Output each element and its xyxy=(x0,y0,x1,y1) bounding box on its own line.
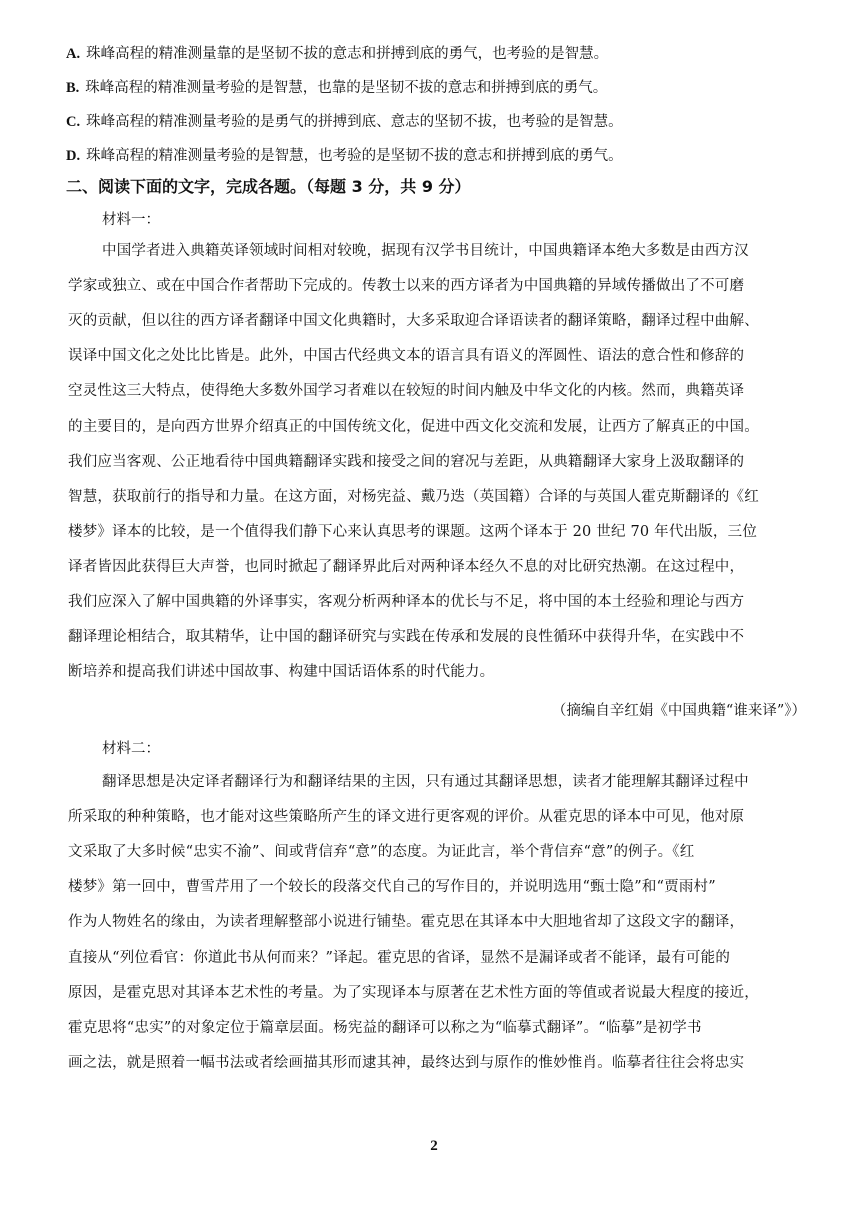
text-line: 智慧，获取前行的指导和力量。在这方面，对杨宪益、戴乃迭（英国籍）合译的与英国人霍克斯翻译的《红 xyxy=(68,488,759,505)
text-line: 所采取的种种策略，也才能对这些策略所产生的译文进行更客观的评价。从霍克思的译本中可见，他对原 xyxy=(68,809,745,826)
option-letter: D. xyxy=(66,148,81,164)
option-letter: A. xyxy=(66,46,81,62)
text-line: 的主要目的，是向西方世界介绍真正的中国传统文化，促进中西文化交流和发展，让西方了解真正的中国。 xyxy=(68,418,759,435)
option-text: 珠峰高程的精准测量靠的是坚韧不拔的意志和拼搏到底的勇气，也考验的是智慧。 xyxy=(86,46,609,62)
text-line: 作为人物姓名的缘由，为读者理解整部小说进行铺垫。霍克思在其译本中大胆地省却了这段文字的翻译， xyxy=(68,914,745,931)
material-2-label: 材料二： xyxy=(102,741,160,757)
text-line: 译者皆因此获得巨大声誉，也同时掀起了翻译界此后对两种译本经久不息的对比研究热潮。在这过程中， xyxy=(68,558,745,575)
text-line: 灭的贡献，但以往的西方译者翻译中国文化典籍时，大多采取迎合译语读者的翻译策略，翻译过程中曲解、 xyxy=(68,313,759,330)
text-line: 我们应当客观、公正地看待中国典籍翻译实践和接受之间的窘况与差距，从典籍翻译大家身上汲取翻译的 xyxy=(68,453,745,470)
text-line: 误译中国文化之处比比皆是。此外，中国古代经典文本的语言具有语义的浑圆性、语法的意合性和修辞的 xyxy=(68,348,745,365)
text-line: 翻译理论相结合，取其精华，让中国的翻译研究与实践在传承和发展的良性循环中获得升华，在实践中不 xyxy=(68,629,745,646)
option-d xyxy=(66,146,623,166)
text-line: 楼梦》译本的比较，是一个值得我们静下心来认真思考的课题。这两个译本于 20 世纪 70 年代出版，三位 xyxy=(68,523,758,540)
option-text: 珠峰高程的精准测量考验的是勇气的拼搏到底、意志的坚韧不拔，也考验的是智慧。 xyxy=(86,114,623,130)
text-line: 文采取了大多时候“忠实不渝”、间或背信弃“意”的态度。为证此言，举个背信弃“意”的例子。《红 xyxy=(68,844,695,861)
option-letter: B. xyxy=(66,80,80,96)
material-1-label: 材料一： xyxy=(102,212,160,228)
text-line: 中国学者进入典籍英译领域时间相对较晚，据现有汉学书目统计，中国典籍译本绝大多数是由西方汉 xyxy=(102,243,749,259)
material-1-source: （摘编自辛红娟《中国典籍“谁来译”》） xyxy=(551,703,806,719)
option-text: 珠峰高程的精准测量考验的是智慧，也靠的是坚韧不拔的意志和拼搏到底的勇气。 xyxy=(85,80,608,96)
page-number: 2 xyxy=(430,1138,438,1154)
section-heading: 二、阅读下面的文字，完成各题。（每题 3 分，共 9 分） xyxy=(66,177,471,196)
option-b xyxy=(66,78,607,98)
text-line: 原因，是霍克思对其译本艺术性的考量。为了实现译本与原著在艺术性方面的等值或者说最大程度的接近， xyxy=(68,984,759,1001)
option-c xyxy=(66,112,623,132)
text-line: 翻译思想是决定译者翻译行为和翻译结果的主因，只有通过其翻译思想，读者才能理解其翻译过程中 xyxy=(102,774,749,790)
option-text: 珠峰高程的精准测量考验的是智慧，也考验的是坚韧不拔的意志和拼搏到底的勇气。 xyxy=(86,148,623,164)
option-a xyxy=(66,44,608,64)
text-line: 断培养和提高我们讲述中国故事、构建中国话语体系的时代能力。 xyxy=(68,664,495,681)
text-line: 空灵性这三大特点，使得绝大多数外国学习者难以在较短的时间内触及中华文化的内核。然而，典籍英译 xyxy=(68,383,745,400)
text-line: 直接从“列位看官：你道此书从何而来？”译起。霍克思的省译，显然不是漏译或者不能译，最有可能的 xyxy=(68,949,731,966)
text-line: 楼梦》第一回中，曹雪芹用了一个较长的段落交代自己的写作目的，并说明选用“甄士隐”和“贾雨村” xyxy=(68,879,716,896)
text-line: 学家或独立、或在中国合作者帮助下完成的。传教士以来的西方译者为中国典籍的异域传播做出了不可磨 xyxy=(68,278,745,295)
text-line: 画之法，就是照着一幅书法或者绘画描其形而逮其神，最终达到与原作的惟妙惟肖。临摹者往往会将忠实 xyxy=(68,1054,745,1071)
text-line: 我们应深入了解中国典籍的外译事实，客观分析两种译本的优长与不足，将中国的本土经验和理论与西方 xyxy=(68,594,745,610)
text-line: 霍克思将“忠实”的对象定位于篇章层面。杨宪益的翻译可以称之为“临摹式翻译”。“临摹”是初学书 xyxy=(68,1019,702,1036)
option-letter: C. xyxy=(66,114,81,130)
